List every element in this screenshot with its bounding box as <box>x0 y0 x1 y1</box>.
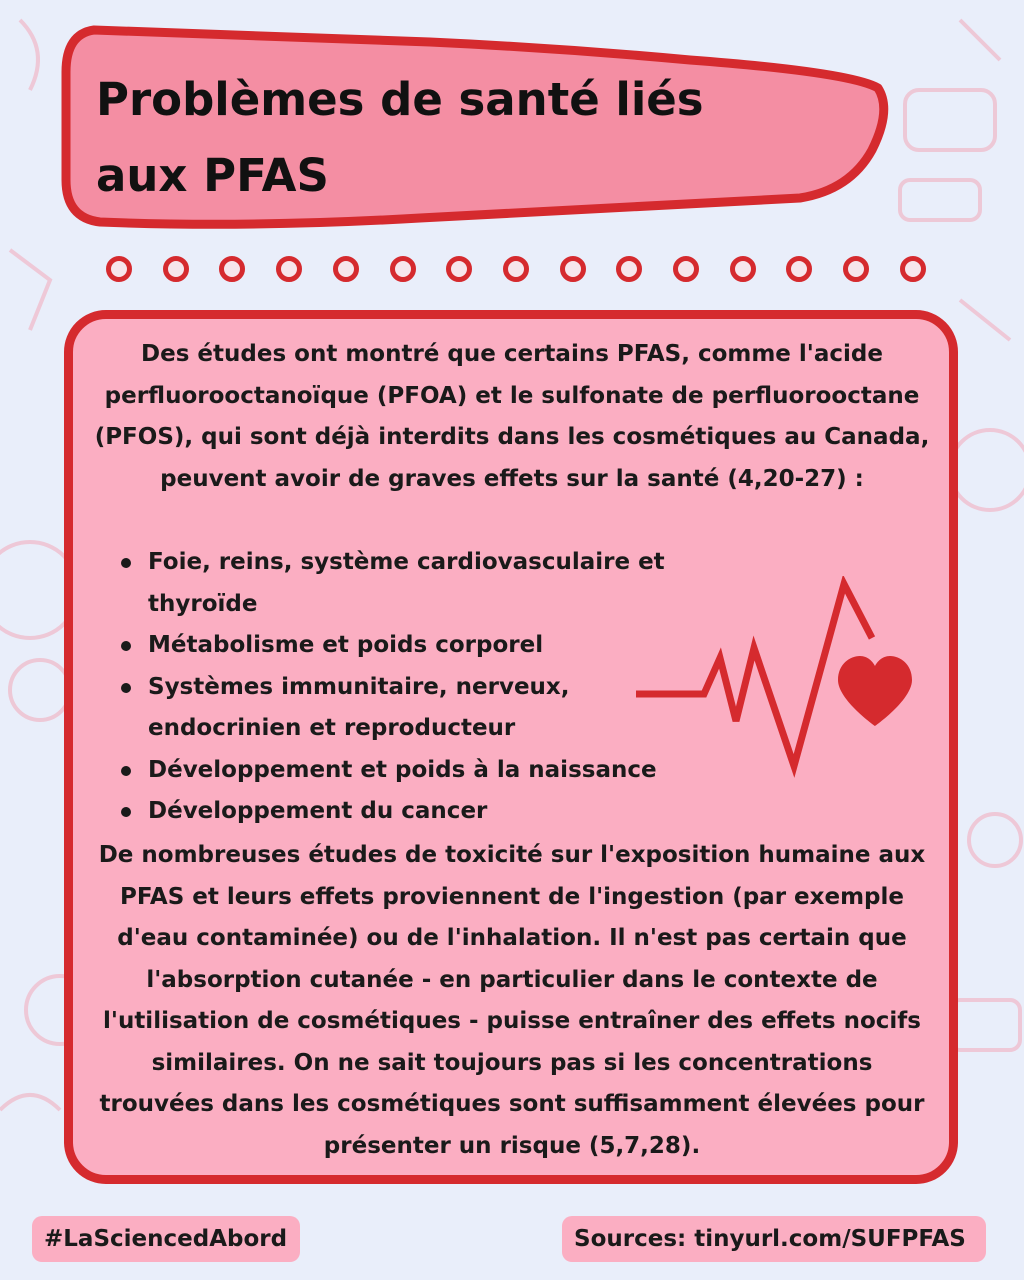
heartbeat-illustration <box>632 576 922 786</box>
risk-paragraph: De nombreuses études de toxicité sur l'exposition humaine aux PFAS et leurs effets proviennent de l'ingestion (par exemple d'eau contaminée) ou de l'inhalation. Il n'est pas certain que l'absorption cutanée - en particulier dans le contexte de l'utilisation de cosmétiques - puisse entraîner des effets nocifs similaires. On ne sait toujours pas si les concentrations trouvées dans les cosmétiques sont suffisamment élevées pour présenter un risque (5,7,28). <box>98 842 926 1159</box>
heart-icon <box>838 656 912 726</box>
divider-dot <box>390 256 416 282</box>
sources-badge: Sources: tinyurl.com/SUFPFAS <box>562 1216 986 1262</box>
divider-dot <box>163 256 189 282</box>
divider-dot <box>219 256 245 282</box>
divider-dot <box>900 256 926 282</box>
list-item: Métabolisme et poids corporel <box>118 625 678 667</box>
list-item: Systèmes immunitaire, nerveux, endocrinien et reproducteur <box>118 667 608 750</box>
divider-dot <box>730 256 756 282</box>
divider-dot <box>446 256 472 282</box>
page-title: Problèmes de santé liés aux PFAS <box>96 73 704 202</box>
list-item: Développement du cancer <box>118 791 678 833</box>
divider-dot <box>333 256 359 282</box>
hashtag-badge: #LaSciencedAbord <box>32 1216 300 1262</box>
divider-dot <box>276 256 302 282</box>
list-item: Développement et poids à la naissance <box>118 750 678 792</box>
divider-dot <box>673 256 699 282</box>
divider-dot <box>503 256 529 282</box>
list-item: Foie, reins, système cardiovasculaire et thyroïde <box>118 542 678 625</box>
intro-text: Des études ont montré que certains PFAS, comme l'acide perfluorooctanoïque (PFOA) et le sulfonate de perfluorooctane (PFOS), qui sont déjà interdits dans les cosmétiques au Canada, peuvent avoir de graves effets sur la santé (4,20-27) : <box>94 341 930 492</box>
heartbeat-line-icon <box>636 584 872 766</box>
divider-dot <box>786 256 812 282</box>
divider-dot <box>843 256 869 282</box>
effects-list <box>118 542 678 833</box>
divider-dot <box>560 256 586 282</box>
divider-dot <box>616 256 642 282</box>
divider-dot <box>106 256 132 282</box>
dot-divider <box>106 256 926 286</box>
